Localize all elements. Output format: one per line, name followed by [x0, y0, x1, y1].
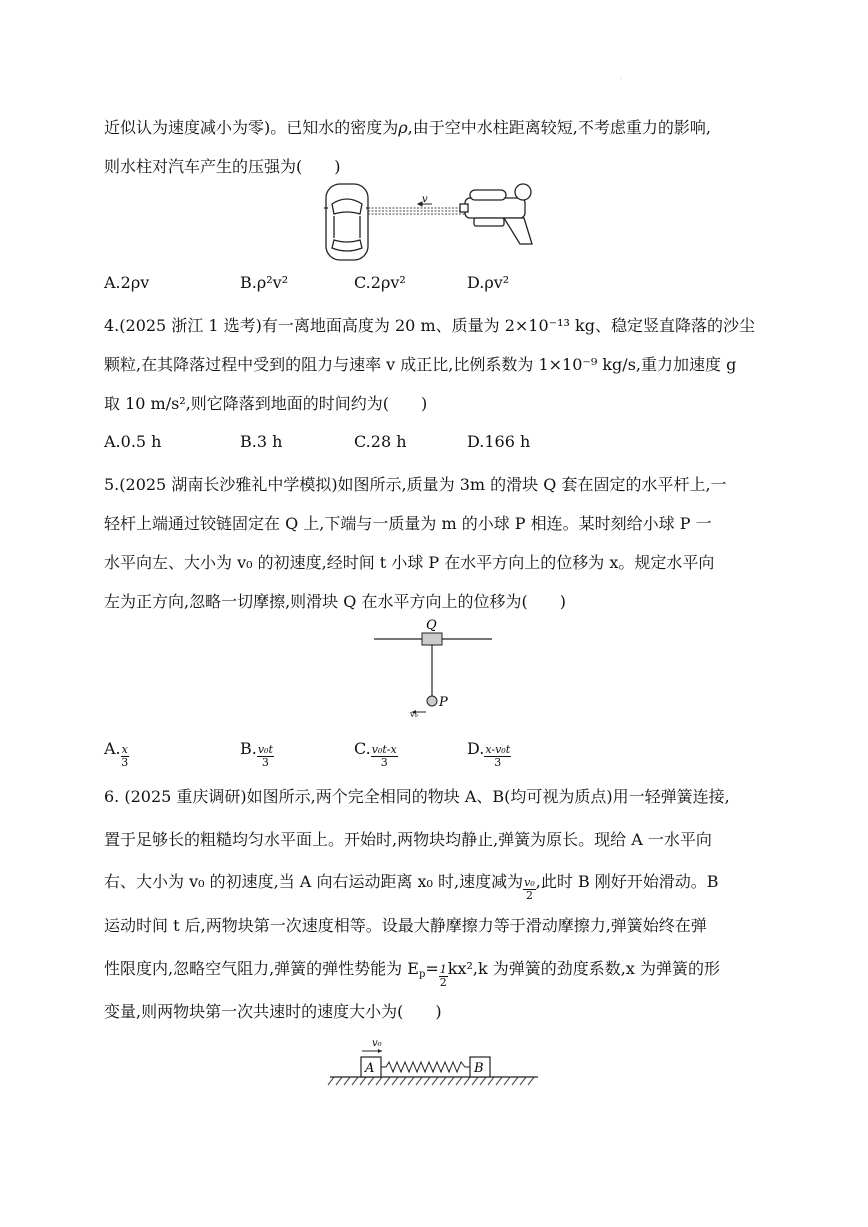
fig-v0-label: v₀ [372, 1038, 382, 1049]
car-icon [324, 184, 370, 260]
q5-option-d[interactable]: D. $\frac{\text{x-v₀t}}{3}$ [467, 739, 511, 769]
q6-line-5: 性限度内,忽略空气阻力,弹簧的弹性势能为 $E_p=$ $\frac{1}{2}$ kx²,k 为弹簧的劲度系数,x 为弹簧的形 [104, 959, 720, 989]
slider-ball-figure [372, 612, 496, 718]
q6-line-2: 置于足够长的粗糙均匀水平面上。开始时,两物块均静止,弹簧为原长。现给 A 一水平向 [104, 830, 712, 849]
car-watergun-figure [320, 182, 550, 262]
slider-q-block [422, 633, 442, 645]
q3-option-c[interactable]: C.2ρv² [354, 273, 406, 292]
spring-blocks-figure [328, 1035, 542, 1087]
fig-v0-label: v₀ [410, 710, 418, 719]
q3-line-1: 近似认为速度减小为零)。已知水的密度为ρ,由于空中水柱距离较短,不考虑重力的影响, [104, 118, 711, 137]
q5-option-b[interactable]: B. $\frac{\text{v₀t}}{3}$ [240, 739, 273, 769]
q4-option-d[interactable]: D.166 h [467, 432, 531, 451]
q6-line-1: 6. (2025 重庆调研)如图所示,两个完全相同的物块 A、B(均可视为质点)用一轻弹簧连接, [104, 787, 730, 806]
q4-line-3: 取 10 m/s²,则它降落到地面的时间约为( ) [104, 394, 428, 413]
q3-option-d[interactable]: D.ρv² [467, 273, 510, 292]
page-mark: . [620, 74, 622, 81]
water-stream [368, 208, 465, 214]
q5-line-2: 轻杆上端通过铰链固定在 Q 上,下端与一质量为 m 的小球 P 相连。某时刻给小球 P 一 [104, 514, 712, 533]
water-gun-icon [460, 184, 532, 244]
q6-line-6: 变量,则两物块第一次共速时的速度大小为( ) [104, 1002, 442, 1021]
q5-line-3: 水平向左、大小为 v₀ 的初速度,经时间 t 小球 P 在水平方向上的位移为 x。规定水平向 [104, 553, 715, 572]
ground-hatching [328, 1077, 534, 1085]
ball-p [427, 696, 437, 706]
q4-option-b[interactable]: B.3 h [240, 432, 283, 451]
q6-line-4: 运动时间 t 后,两物块第一次速度相等。设最大静摩擦力等于滑动摩擦力,弹簧始终在弹 [104, 916, 707, 935]
q4-option-a[interactable]: A.0.5 h [104, 432, 162, 451]
q5-option-a[interactable]: A. $\frac{x}{3}$ [104, 739, 129, 769]
q3-option-b[interactable]: B.ρ²v² [240, 273, 289, 292]
q4-option-c[interactable]: C.28 h [354, 432, 407, 451]
fig-q-label: Q [426, 618, 437, 633]
q5-line-1: 5.(2025 湖南长沙雅礼中学模拟)如图所示,质量为 3m 的滑块 Q 套在固定的水平杆上,一 [104, 475, 727, 494]
q3-line-2: 则水柱对汽车产生的压强为( ) [104, 157, 341, 176]
q4-line-1: 4.(2025 浙江 1 选考)有一离地面高度为 20 m、质量为 2×10⁻¹³ kg、稳定竖直降落的沙尘 [104, 316, 755, 335]
fig-p-label: P [439, 695, 448, 710]
fig-v-label: v [422, 194, 428, 205]
spring [381, 1062, 470, 1072]
fig-b-label: B [474, 1061, 484, 1076]
fig-a-label: A [365, 1061, 375, 1076]
q4-line-2: 颗粒,在其降落过程中受到的阻力与速率 v 成正比,比例系数为 1×10⁻⁹ kg/s,重力加速度 g [104, 355, 737, 374]
q5-line-4: 左为正方向,忽略一切摩擦,则滑块 Q 在水平方向上的位移为( ) [104, 592, 566, 611]
q6-line-3: 右、大小为 v₀ 的初速度,当 A 向右运动距离 x₀ 时,速度减为 $\frac{\text{v₀}}{2}$ ,此时 B 刚好开始滑动。B [104, 872, 719, 902]
q5-option-c[interactable]: C. $\frac{\text{v₀t-x}}{3}$ [354, 739, 397, 769]
q3-option-a[interactable]: A.2ρv [104, 273, 150, 292]
